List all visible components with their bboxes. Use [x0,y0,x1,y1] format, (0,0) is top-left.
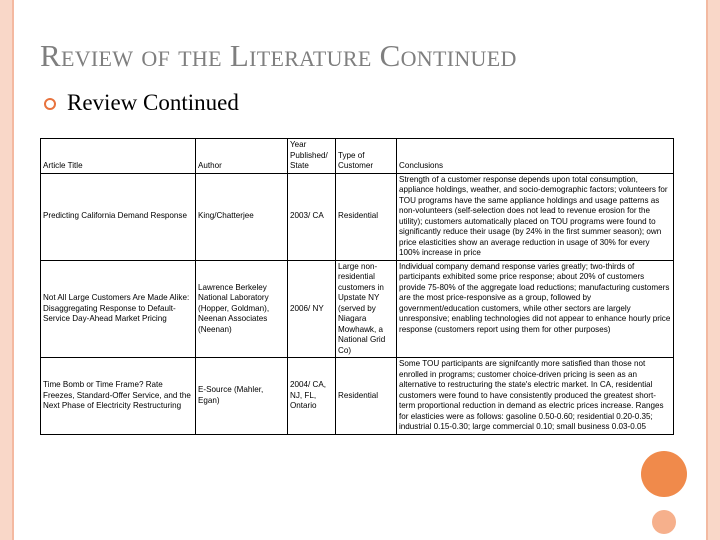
table-row [41,358,674,435]
cell-author: King/Chatterjee [196,173,288,260]
cell-year-state: 2004/ CA, NJ, FL, Ontario [288,358,336,435]
cell-customer-type: Residential [336,358,397,435]
cell-customer-type: Residential [336,173,397,260]
bullet-text: Review Continued [67,90,239,115]
cell-year-state: 2003/ CA [288,173,336,260]
header-author: Author [196,139,288,174]
cell-author: E-Source (Mahler, Egan) [196,358,288,435]
cell-conclusions: Some TOU participants are signifcantly more satisfied than those not enrolled in programs; customer choice-driven pricing is seen as an alternative to restructuring the state's electric market. In CA, residential customers were found to have consistently produced the greatest short-term proportional reduction in demand as electric prices increase. Ranges for elasticies were as follows: gasoline 0.50-0.60; residential 0.20-0.35; industrial 0.15-0.30; large commercial 0.10; small business 0.03-0.05 [397,358,674,435]
header-year-state: Year Published/ State [288,139,336,174]
table-row [41,260,674,358]
cell-conclusions: Strength of a customer response depends upon total consumption, appliance holdings, weather, and socio-demographic factors; volunteers for TOU programs have the same appliance holdings and usage patterns as non-volunteers (self-selection does not lead to revenue erosion for the utility); customers automatically placed on TOU programs were found to significantly reduce their usage (by 24% in the first summer season); own price elasticities show an average reduction in usage of 30% for every 100% increase in price [397,173,674,260]
decorative-circle-large [641,451,687,497]
circle-bullet-icon [44,98,56,110]
right-border-line [706,0,708,540]
decorative-circle-small [652,510,676,534]
table-row [41,173,674,260]
cell-conclusions: Individual company demand response varies greatly; two-thirds of participants exhibited some price response; about 20% of customers provide 75-80% of the aggregate load reductions; manufacturing customers are the most price-responsive as a group, followed by government/education customers, while other sectors are largely unresponsive; enabling technologies did not appear to enhance hourly price response (customers report using them for other purposes) [397,260,674,358]
cell-article-title: Not All Large Customers Are Made Alike: Disaggregating Response to Default-Service Day-Ahead Market Pricing [41,260,196,358]
bullet-item [44,90,239,116]
cell-customer-type: Large non-residential customers in Upstate NY (served by Niagara Mowhawk, a National Grid Co) [336,260,397,358]
cell-article-title: Predicting California Demand Response [41,173,196,260]
literature-table [40,138,674,435]
cell-year-state: 2006/ NY [288,260,336,358]
left-border-decoration [0,0,12,540]
left-border-line [12,0,14,540]
cell-article-title: Time Bomb or Time Frame? Rate Freezes, Standard-Offer Service, and the Next Phase of Electricity Restructuring [41,358,196,435]
slide-title: Review of the Literature Continued [40,38,517,73]
header-customer-type: Type of Customer [336,139,397,174]
header-conclusions: Conclusions [397,139,674,174]
table-header-row [41,139,674,174]
header-article-title: Article Title [41,139,196,174]
right-border-decoration [708,0,720,540]
cell-author: Lawrence Berkeley National Laboratory (Hopper, Goldman), Neenan Associates (Neenan) [196,260,288,358]
